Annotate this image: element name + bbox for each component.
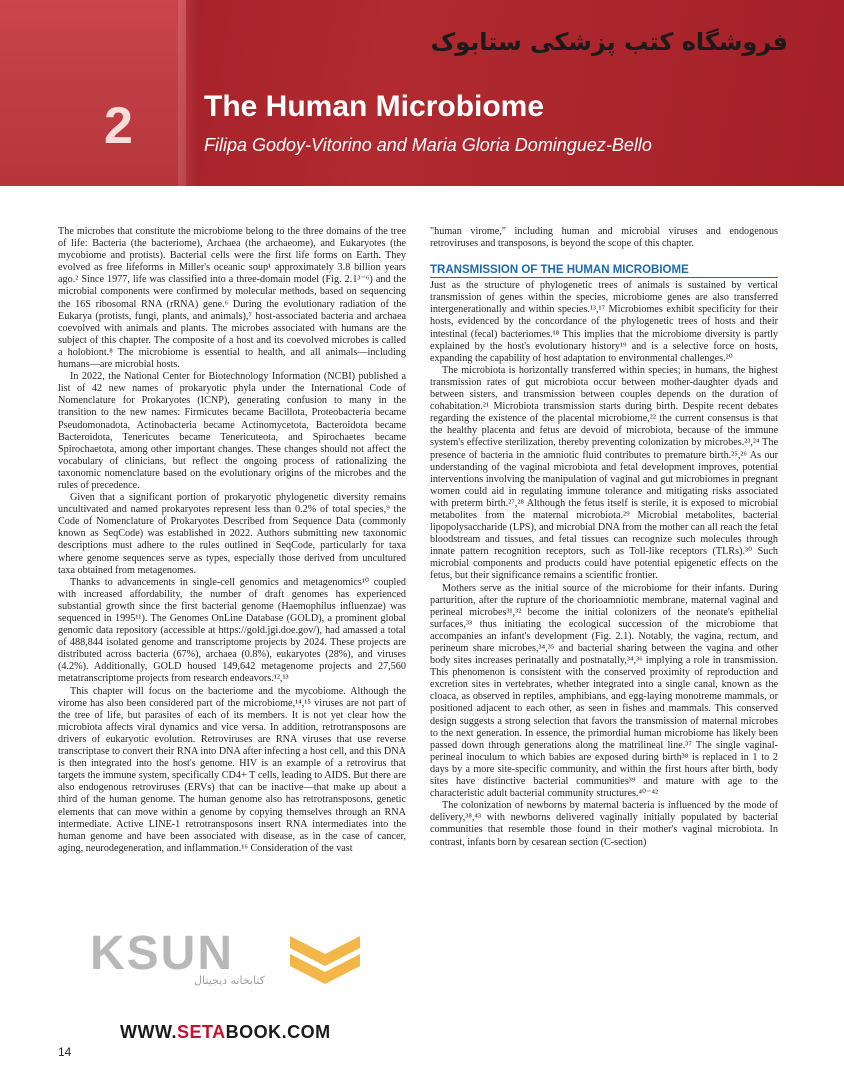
chapter-authors: Filipa Godoy-Vitorino and Maria Gloria Dominguez-Bello (204, 135, 652, 155)
page-number: 14 (58, 1045, 72, 1059)
paragraph: "human virome," including human and microbial viruses and endogenous retroviruses and transposons, is beyond the scope of this chapter. (430, 226, 778, 250)
watermark-logo-text: KSUN (90, 927, 235, 980)
chapter-number-box (0, 0, 186, 186)
paragraph: The microbes that constitute the microbiome belong to the three domains of the tree of life: Bacteria (the bacteriome), Archaea (the archaeome), and Eukaryotes (the mycobiome and protists). Bacterial cells were the first life forms on Earth. They evolved as free lifeforms in Miller's oceanic soup¹ approximately 3.8 billion years ago.² Since 1977, life was classified into a three-domain model (Fig. 2.1³⁻⁶) and the microbial components were confirmed by molecular methods, based on sequencing the 16S ribosomal RNA (rRNA) gene.⁶ During the evolutionary radiation of the Eukarya (protists, fungi, plants, and animals),⁷ host-associated bacteria and archaea coevolved with animals and plants. The microbes associated with humans are the subject of this chapter. The composite of a host and its coevolved microbes is called a holobiont.⁸ The microbiome is essential to health, and all animals—including humans—are microbial hosts. (58, 226, 406, 371)
url-highlight: SETA (176, 1022, 226, 1042)
chapter-title: The Human Microbiome (204, 90, 545, 123)
chapter-number: 2 (104, 97, 133, 155)
left-column (58, 226, 406, 1056)
right-column (430, 226, 778, 1056)
url-prefix: WWW. (120, 1022, 177, 1042)
chapter-banner (0, 0, 844, 186)
paragraph: In 2022, the National Center for Biotechnology Information (NCBI) published a list of 42 new names of prokaryotic phyla under the International Code of Nomenclature for Prokaryotes (ICNP), generating confusion to many in the transition to the new names: Firmicutes became Bacillota, Proteobacteria became Pseudomonadota, Actinobacteria became Actinomycetota, Bacteroidota became Bacteroidota, Tenericutes became Tenericuteota, and Spirochaetes became Spirochaetota, among other important changes. These changes should not affect the vocabulary of clinicians, but reflect the ongoing process of rationalizing the taxonomic nomenclature based on the evolutionary origins of the microbes and the rules of precedence. (58, 371, 406, 491)
store-watermark: فروشگاه کتب پزشکی ستابوک (430, 28, 788, 56)
paragraph: This chapter will focus on the bacteriome and the mycobiome. Although the virome has also been considered part of the microbiome,¹⁴,¹⁵ viruses are not part of the tree of life, but parasites of each of its members. It is not yet clear how the microbiota affects viral dynamics and vice versa. In addition, retrotransposons are drivers of eukaryotic evolution. Retroviruses are RNA viruses that use reverse transcriptase to convert their RNA into DNA after infecting a host cell, and this DNA is then integrated into the host's genome. HIV is an example of a retrovirus that targets the immune system, specifically CD4+ T cells, leading to AIDS. But there are also endogenous retroviruses (ERVs) that can be inactive—that make up about a third of the human genome. The human genome also has retrotransposons, genetic elements that can move within a genome by copying themselves through an RNA intermediate. Active LINE-1 retrotransposons insert RNA intermediates into the human genome and have been associated with disease, as in the case of cancer, aging, neurodegeneration, and inflammation.¹⁶ Consideration of the vast (58, 685, 406, 854)
paragraph: The colonization of newborns by maternal bacteria is influenced by the mode of delivery,³⁸,⁴³ with newborns delivered vaginally initially populated by bacterial communities that resemble those found in their mother's vaginal microbiota. In contrast, infants born by cesarean section (C-section) (430, 800, 778, 848)
watermark-persian-text: کتابخانه دیجیتال (194, 974, 265, 987)
paragraph: The microbiota is horizontally transferred within species; in humans, the highest transmission rates of gut microbiota occur between mother-daughter dyads and between sisters, and transmission between couples depends on the duration of cohabitation.²¹ Microbiota transmission starts during birth. Despite recent debates regarding the existence of the placental microbiome,²² the current consensus is that the healthy placenta and fetus are devoid of microbiota, because of the immune system's effective sterilization, thereby preventing colonization by microbes.²³,²⁴ The presence of bacteria in the amniotic fluid contributes to premature birth.²⁵,²⁶ As our understanding of the vaginal microbiota and fetal development improves, potential interventions involving the manipulation of vaginal and gut microbiomes in pregnant women could aid in regulating immune tolerance and mitigating risks associated with preterm birth.²⁷,²⁸ Although the fetus itself is sterile, it is exposed to microbial metabolites from the maternal microbiota.²⁹ Microbial metabolites, bacterial lipopolysaccharide (LPS), and microbial DNA from the mother can all reach the fetal bloodstream and tissues, and fetal tissues can recognize such molecules through innate pattern recognition receptors, such as Toll-like receptors (TLRs).³⁰ Such microbial components and products could have potential epigenetic effects on the fetus, but their significance remains a scientific frontier. (430, 364, 778, 582)
setabook-url[interactable] (120, 1022, 331, 1043)
paragraph: Mothers serve as the initial source of the microbiome for their infants. During parturition, after the rupture of the chorioamniotic membrane, maternal vaginal and perineal microbes³¹,³² become the initial colonizers of the neonate's epithelial surfaces,³³ thus initiating the ecological succession of the microbiome that accompanies an infant's development (Fig. 2.1). Notably, the vagina, rectum, and perineum share microbes,³⁴,³⁵ and bacterial sharing between the vagina and other body sites increases perinatally and postnatally,³⁴,³⁶ implying a role in transmission. This phenomenon is consistent with the conserved proximity of reproduction and excretion sites in vertebrates, whether integrated into a single canal, known as the cloaca, as observed in reptiles, amphibians, and egg-laying monotreme mammals, or positioned adjacent to each other, as seen in fishes and mammals. This conserved design suggests a strong selection that favors the transmission of maternal microbes to the next generation. In essence, the primordial human microbiome has likely been passed down through generations along the matrilineal line.³⁷ The single vaginal-perineal inoculum to which babies are exposed during birth³⁸ is replaced in 1 to 2 days by a more site-specific community, and within the first hours after birth, body sites have distinctive bacterial communities³⁹ and mature with age to the characteristic adult bacterial community structures.⁴⁰⁻⁴² (430, 582, 778, 800)
paragraph: Just as the structure of phylogenetic trees of animals is sustained by vertical transmission of genes within the species, microbiome genes are also transferred intergenerationally and within species.¹³,¹⁷ Microbiomes exhibit specificity for their hosts, evidenced by the concordance of the phylogenetic trees of hosts and their intestinal (fecal) bacteriomes.¹⁸ This implies that the microbiome diversity is partly explained by the host's evolutionary history¹⁹ and is a selective force on hosts, expanding the capability of host adaptation to environmental challenges.²⁰ (430, 280, 778, 364)
paragraph: Given that a significant portion of prokaryotic phylogenetic diversity remains uncultivated and named prokaryotes represent less than 0.2% of total species,⁹ the Code of Nomenclature of Prokaryotes Described from Sequence Data (commonly known as SeqCode) was established in 2022. Authors submitting new taxonomic descriptions must adhere to the rules outlined in SeqCode, particularly for taxa where genome sequences serve as types, especially those derived from uncultured taxa obtained from metagenomes. (58, 492, 406, 576)
url-suffix: BOOK.COM (225, 1022, 331, 1042)
paragraph: Thanks to advancements in single-cell genomics and metagenomics¹⁰ coupled with increased affordability, the number of draft genomes has experienced substantial growth since the first bacterial genome (Haemophilus influenzae) was sequenced in 1995¹¹). The Genomes OnLine Database (GOLD), a prominent global genomic data repository (accessible at https://gold.jgi.doe.gov/), had amassed a total of 488,844 isolated genome and transcriptome projects by 2024. These projects are distributed across bacteria (67%), archaea (0.8%), eukaryotes (28%), and viruses (4.2%). Additionally, GOLD housed 149,642 metagenome projects and 27,560 metatranscriptome projects from research endeavors.¹²,¹³ (58, 576, 406, 685)
banner-decoration (178, 0, 198, 186)
section-heading: TRANSMISSION OF THE HUMAN MICROBIOME (430, 264, 778, 278)
